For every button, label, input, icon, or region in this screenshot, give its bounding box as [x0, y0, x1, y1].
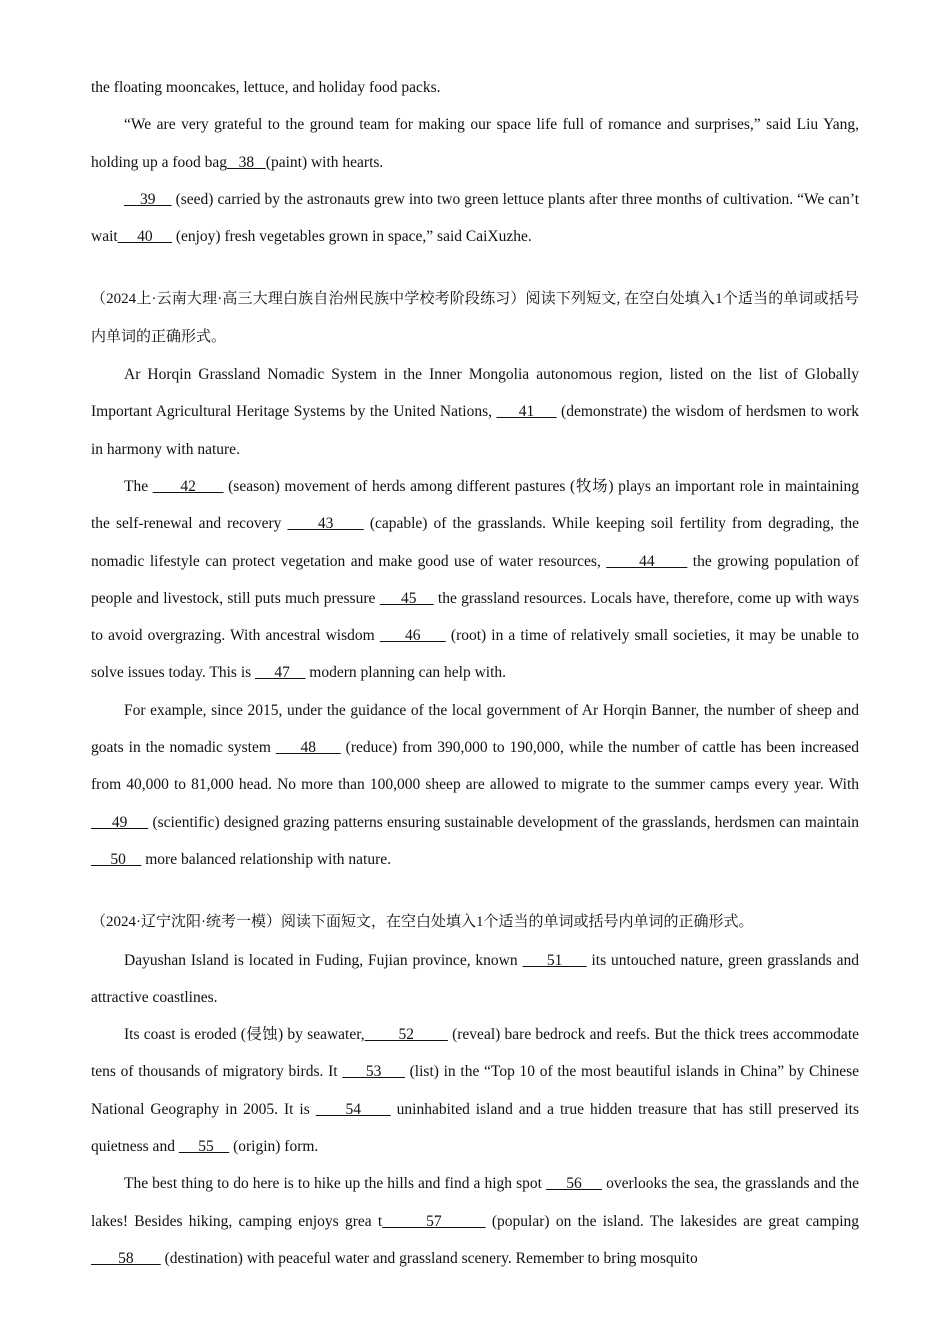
- paragraph-text: uninhabited island and a true hidden treasure that has still preserved its quietness and: [91, 1100, 859, 1156]
- paragraph: [91, 468, 859, 692]
- paragraph-text: its untouched nature, green grasslands and attractive coastlines.: [91, 951, 860, 1006]
- answer-blank-56[interactable]: 56: [545, 1175, 603, 1193]
- paragraph: [91, 106, 859, 181]
- answer-blank-43[interactable]: 43: [287, 515, 364, 533]
- paragraph-text: (seed) carried by the astronauts grew into two green lettuce plants after three months of cultivation. “We can’t wait: [91, 190, 860, 246]
- answer-blank-51[interactable]: 51: [522, 951, 587, 969]
- answer-blank-57[interactable]: 57: [382, 1212, 486, 1230]
- answer-blank-55[interactable]: 55: [178, 1138, 230, 1156]
- paragraph-text: Dayushan Island is located in Fuding, Fujian province, known: [124, 951, 523, 969]
- paragraph: [91, 356, 859, 468]
- paragraph: [91, 69, 859, 106]
- answer-blank-40[interactable]: 40: [117, 228, 172, 246]
- paragraph-text: The: [124, 477, 153, 495]
- paragraph-text: The best thing to do here is to hike up the hills and find a high spot: [124, 1175, 546, 1193]
- paragraph-text: (destination) with peaceful water and grassland scenery. Remember to bring mosquito: [160, 1249, 698, 1267]
- answer-blank-58[interactable]: 58: [91, 1249, 161, 1267]
- paragraph: [91, 1165, 859, 1277]
- paragraph-text: (demonstrate) the wisdom of herdsmen to work in harmony with nature.: [91, 403, 860, 458]
- paragraph: [91, 181, 859, 256]
- answer-blank-53[interactable]: 53: [342, 1063, 405, 1081]
- paragraph-text: (enjoy) fresh vegetables grown in space,” said CaiXuzhe.: [171, 228, 532, 246]
- answer-blank-38[interactable]: 38: [227, 153, 266, 171]
- answer-blank-45[interactable]: 45: [379, 589, 434, 607]
- paragraph-text: For example, since 2015, under the guidance of the local government of Ar Horqin Banner, the number of sheep and goats in the nomadic system: [91, 701, 859, 757]
- answer-blank-54[interactable]: 54: [315, 1100, 391, 1118]
- paragraph-text: the grassland resources. Locals have, therefore, come up with ways to avoid overgrazing. With ancestral wisdom: [91, 589, 859, 645]
- paragraph-text: (capable) of the grasslands. While keeping soil fertility from degrading, the nomadic lifestyle can protect vegetation and make good use of water resources,: [91, 515, 860, 570]
- answer-blank-39[interactable]: 39: [124, 190, 172, 208]
- paragraph-text: (paint) with hearts.: [265, 153, 384, 171]
- answer-blank-46[interactable]: 46: [379, 627, 446, 645]
- paragraph-text: Its coast is eroded (侵蚀) by seawater,: [124, 1026, 365, 1044]
- answer-blank-48[interactable]: 48: [275, 739, 341, 757]
- answer-blank-50[interactable]: 50: [91, 850, 142, 868]
- answer-blank-49[interactable]: 49: [91, 813, 149, 831]
- answer-blank-42[interactable]: 42: [152, 477, 224, 495]
- paragraph-text: the floating mooncakes, lettuce, and holiday food packs.: [91, 79, 441, 96]
- paragraph-text: “We are very grateful to the ground team for making our space life full of romance and surprises,” said Liu Yang, holding up a food bag: [91, 116, 859, 171]
- paragraph-text: (popular) on the island. The lakesides are great camping: [485, 1212, 859, 1230]
- paragraph-text: Ar Horqin Grassland Nomadic System in the Inner Mongolia autonomous region, listed on the list of Globally Important Agricultural Heritage Systems by the United Nations,: [91, 366, 859, 421]
- paragraph-text: more balanced relationship with nature.: [141, 850, 392, 868]
- paragraph-text: modern planning can help with.: [305, 664, 507, 682]
- paragraph: [91, 1016, 859, 1165]
- paragraph-text: (season) movement of herds among different pastures (牧场) plays an important role in maintaining the self-renewal and recovery: [91, 477, 860, 533]
- paragraph-text: (reveal) bare bedrock and reefs. But the thick trees accommodate tens of thousands of migratory birds. It: [91, 1026, 860, 1081]
- paragraph-text: (list) in the “Top 10 of the most beautiful islands in China” by Chinese National Geography in 2005. It is: [91, 1063, 859, 1118]
- answer-blank-47[interactable]: 47: [255, 664, 306, 682]
- paragraph-text: the growing population of people and livestock, still puts much pressure: [91, 552, 860, 607]
- paragraph: [91, 692, 859, 878]
- paragraph-text: (origin) form.: [229, 1138, 319, 1156]
- answer-blank-41[interactable]: 41: [496, 403, 557, 421]
- paragraph-text: (reduce) from 390,000 to 190,000, while the number of cattle has been increased from 40,000 to 81,000 head. No more than 100,000 sheep are allowed to migrate to the summer camps every year. With: [91, 739, 860, 794]
- paragraph-text: (root) in a time of relatively small societies, it may be unable to solve issues today. This is: [91, 627, 860, 682]
- answer-blank-52[interactable]: 52: [364, 1026, 448, 1044]
- document-page: [91, 69, 859, 1277]
- section-heading: （2024上·云南大理·高三大理白族自治州民族中学校考阶段练习）阅读下列短文, 在空白处填入1个适当的单词或括号内单词的正确形式。: [91, 291, 859, 345]
- paragraph-text: (scientific) designed grazing patterns ensuring sustainable development of the grasslands, herdsmen can maintain: [148, 813, 860, 831]
- paragraph-text: overlooks the sea, the grasslands and the lakes! Besides hiking, camping enjoys grea t: [91, 1175, 860, 1230]
- answer-blank-44[interactable]: 44: [606, 552, 688, 570]
- paragraph: [91, 942, 859, 1017]
- section-heading: （2024·辽宁沈阳·统考一模）阅读下面短文，在空白处填入1个适当的单词或括号内单词的正确形式。: [91, 914, 754, 931]
